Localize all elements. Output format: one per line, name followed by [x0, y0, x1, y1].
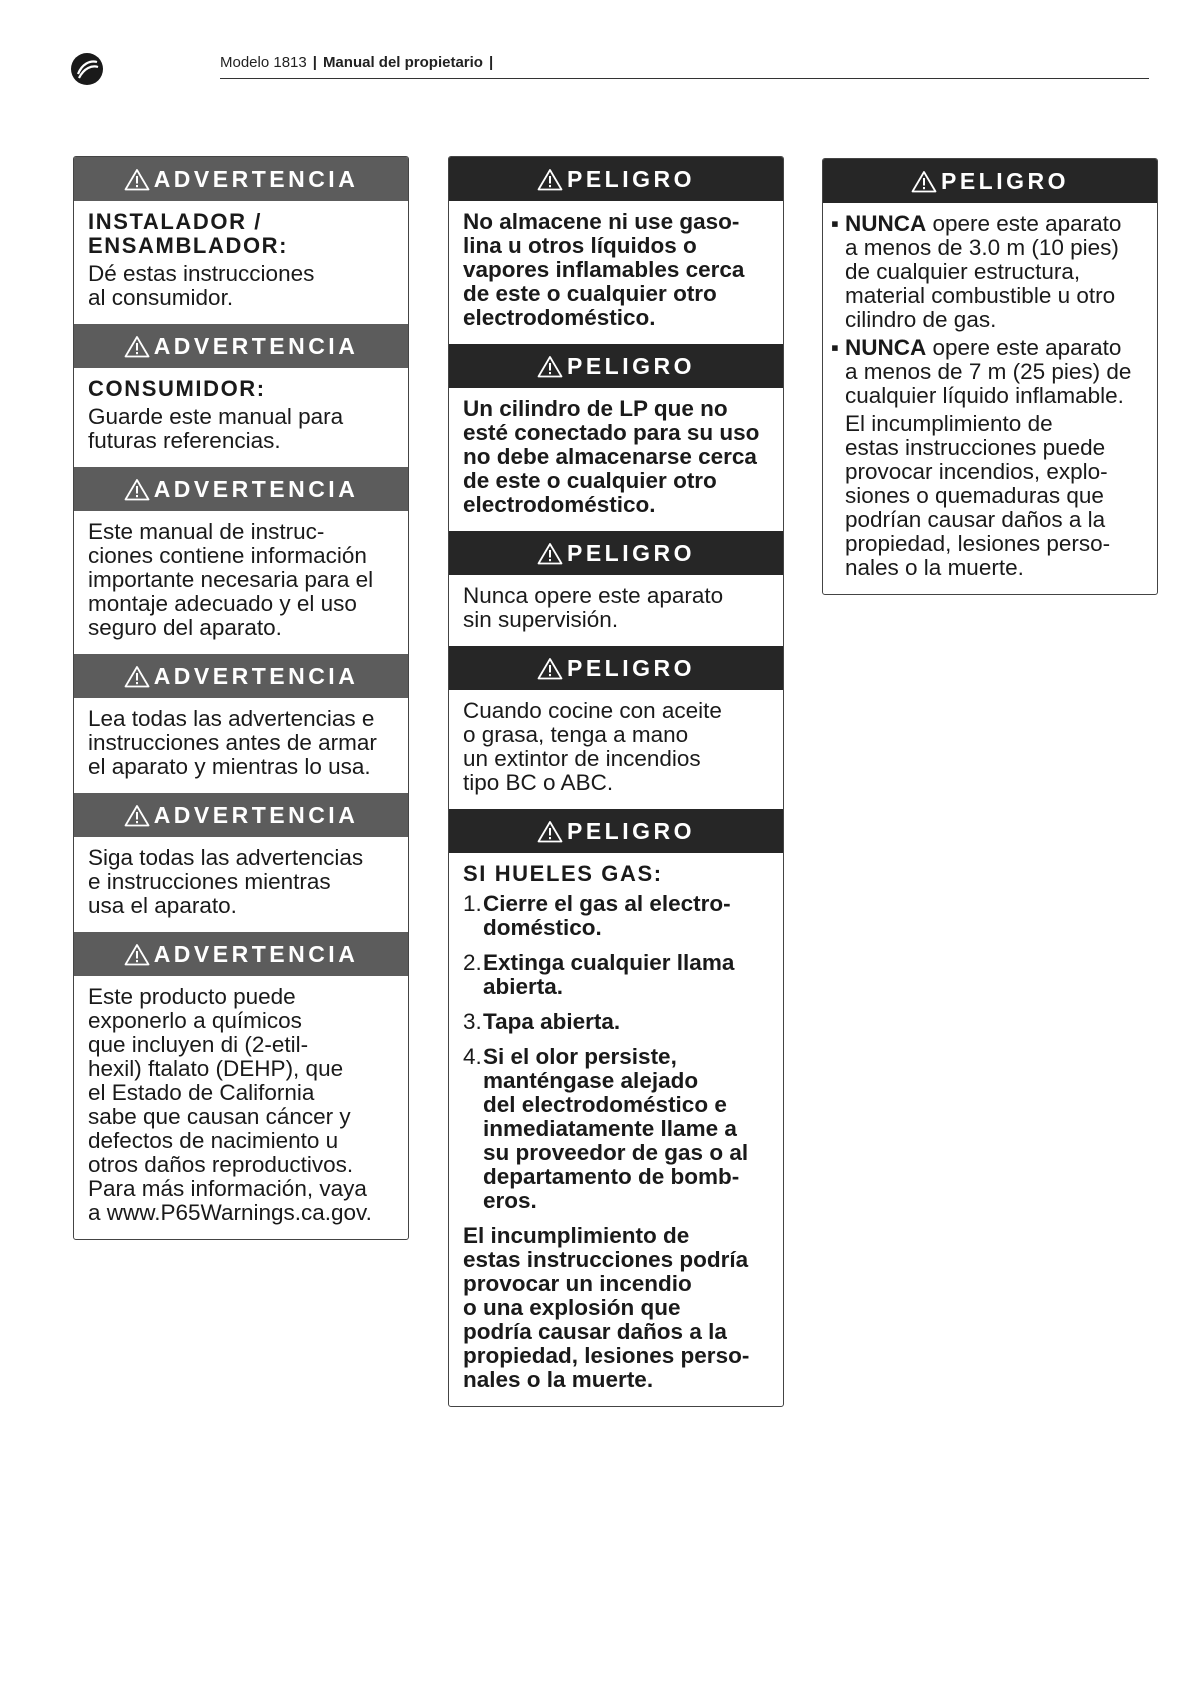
list-item — [463, 951, 769, 999]
bullet-lead: NUNCA — [845, 335, 927, 360]
danger-text: Nunca opere este aparato sin supervisión. — [463, 583, 724, 632]
warning-heading-label: ADVERTENCIA — [153, 662, 359, 689]
warning-triangle-icon — [124, 168, 150, 191]
warning-heading-label: ADVERTENCIA — [153, 332, 359, 359]
bullet-icon: ▪ — [831, 335, 839, 360]
step-number: 2. — [463, 950, 482, 975]
bullet-icon: ▪ — [831, 211, 839, 236]
model-number: Modelo 1813 — [220, 54, 307, 71]
list-item — [831, 336, 1143, 408]
gas-smell-title: SI HUELES GAS: — [463, 861, 663, 886]
danger-heading — [449, 646, 783, 690]
warning-body — [74, 837, 408, 932]
danger-body — [823, 203, 1157, 594]
danger-text: No almacene ni use gaso- lina u otros líquidos o vapores inflamables cerca de este o cualquier otro electrodoméstico. — [463, 209, 745, 330]
page-header — [220, 54, 1149, 79]
danger-heading-label: PELIGRO — [566, 539, 695, 566]
list-item — [463, 892, 769, 940]
danger-text: Cuando cocine con aceite o grasa, tenga a mano un extintor de incendios tipo BC o ABC. — [463, 698, 722, 795]
warning-body — [74, 698, 408, 793]
warning-text: Dé estas instrucciones al consumidor. — [88, 261, 315, 310]
step-text: Si el olor persiste, manténgase alejado del electrodoméstico e inmediatamente llame a su proveedor de gas o al departamento de bomb- eros. — [483, 1044, 749, 1213]
header-separator-end: | — [488, 54, 494, 71]
warning-body — [74, 976, 408, 1239]
bullet-body: opere este aparato a menos de 3.0 m (10 pies) de cualquier estructura, material combustible u otro cilindro de gas. — [845, 211, 1122, 332]
bullet-text — [845, 336, 1131, 408]
step-text: Extinga cualquier llama abierta. — [483, 950, 735, 999]
danger-body — [449, 575, 783, 646]
danger-consequence-text: El incumplimiento de estas instrucciones puede provocar incendios, explo- siones o quemaduras que podrían causar daños a la propiedad, lesiones perso- nales o la muerte. — [845, 411, 1111, 580]
warning-triangle-icon — [124, 804, 150, 827]
warning-triangle-icon — [537, 542, 563, 565]
warning-heading-label: ADVERTENCIA — [153, 801, 359, 828]
danger-heading — [449, 809, 783, 853]
danger-body — [449, 690, 783, 809]
gas-smell-body — [449, 853, 783, 1406]
warning-heading — [74, 324, 408, 368]
warning-heading — [74, 932, 408, 976]
warning-heading — [74, 467, 408, 511]
warning-triangle-icon — [537, 820, 563, 843]
bullet-lead: NUNCA — [845, 211, 927, 236]
warning-heading-label: ADVERTENCIA — [153, 940, 359, 967]
warning-triangle-icon — [124, 943, 150, 966]
step-text: Cierre el gas al electro- doméstico. — [483, 891, 731, 940]
bullet-body: opere este aparato a menos de 7 m (25 pies) de cualquier líquido inflamable. — [845, 335, 1132, 408]
warning-heading — [74, 157, 408, 201]
warnings-column — [73, 156, 409, 1240]
warning-triangle-icon — [124, 478, 150, 501]
prop65-warning-text: Este producto puede exponerlo a químicos que incluyen di (2-etil- hexil) ftalato (DEHP), que el Estado de California sabe que causan cáncer y defectos de nacimiento u otros daños reproductivos. Para más información, vaya a www.P65Warnings.ca.gov. — [88, 984, 372, 1225]
warning-heading-label: ADVERTENCIA — [153, 475, 359, 502]
warning-text: Lea todas las advertencias e instrucciones antes de armar el aparato y mientras lo usa. — [88, 706, 377, 779]
warning-triangle-icon — [537, 355, 563, 378]
warning-body — [74, 511, 408, 654]
warning-triangle-icon — [911, 170, 937, 193]
danger-column — [448, 156, 784, 1407]
danger-consequence-text: El incumplimiento de estas instrucciones podría provocar un incendio o una explosión que podría causar daños a la propiedad, lesiones perso- nales o la muerte. — [463, 1223, 750, 1392]
warning-body — [74, 368, 408, 467]
warning-triangle-icon — [124, 665, 150, 688]
warning-heading-label: ADVERTENCIA — [153, 165, 359, 192]
distance-bullets — [831, 212, 1143, 408]
danger-heading-label: PELIGRO — [566, 654, 695, 681]
step-number: 3. — [463, 1009, 482, 1034]
danger-heading — [823, 159, 1157, 203]
danger-heading — [449, 531, 783, 575]
warning-heading — [74, 793, 408, 837]
danger-heading-label: PELIGRO — [566, 817, 695, 844]
warning-body — [74, 201, 408, 324]
warning-text: Siga todas las advertencias e instrucciones mientras usa el aparato. — [88, 845, 364, 918]
danger-heading — [449, 157, 783, 201]
step-number: 1. — [463, 891, 482, 916]
gas-steps-list — [463, 892, 769, 1213]
danger-body — [449, 388, 783, 531]
danger-text: Un cilindro de LP que no esté conectado para su uso no debe almacenarse cerca de este o cualquier otro electrodoméstico. — [463, 396, 760, 517]
warning-triangle-icon — [537, 168, 563, 191]
list-item — [463, 1010, 769, 1034]
brand-logo-icon — [70, 52, 104, 86]
consumer-label: CONSUMIDOR: — [88, 376, 266, 401]
step-number: 4. — [463, 1044, 482, 1069]
warning-heading — [74, 654, 408, 698]
step-text: Tapa abierta. — [483, 1009, 621, 1034]
danger-body — [449, 201, 783, 344]
danger-heading-label: PELIGRO — [940, 167, 1069, 194]
danger-heading-label: PELIGRO — [566, 352, 695, 379]
danger-heading-label: PELIGRO — [566, 165, 695, 192]
danger-column-right — [822, 158, 1158, 595]
warning-text: Guarde este manual para futuras referencias. — [88, 404, 344, 453]
header-separator: | — [312, 54, 317, 71]
warning-triangle-icon — [537, 657, 563, 680]
installer-label: INSTALADOR / ENSAMBLADOR: — [88, 209, 289, 258]
manual-title: Manual del propietario — [322, 54, 483, 71]
list-item — [831, 212, 1143, 332]
list-item — [463, 1045, 769, 1213]
bullet-text — [845, 212, 1121, 332]
danger-heading — [449, 344, 783, 388]
warning-text: Este manual de instruc- ciones contiene información importante necesaria para el montaje adecuado y el uso seguro del aparato. — [88, 519, 374, 640]
warning-triangle-icon — [124, 335, 150, 358]
